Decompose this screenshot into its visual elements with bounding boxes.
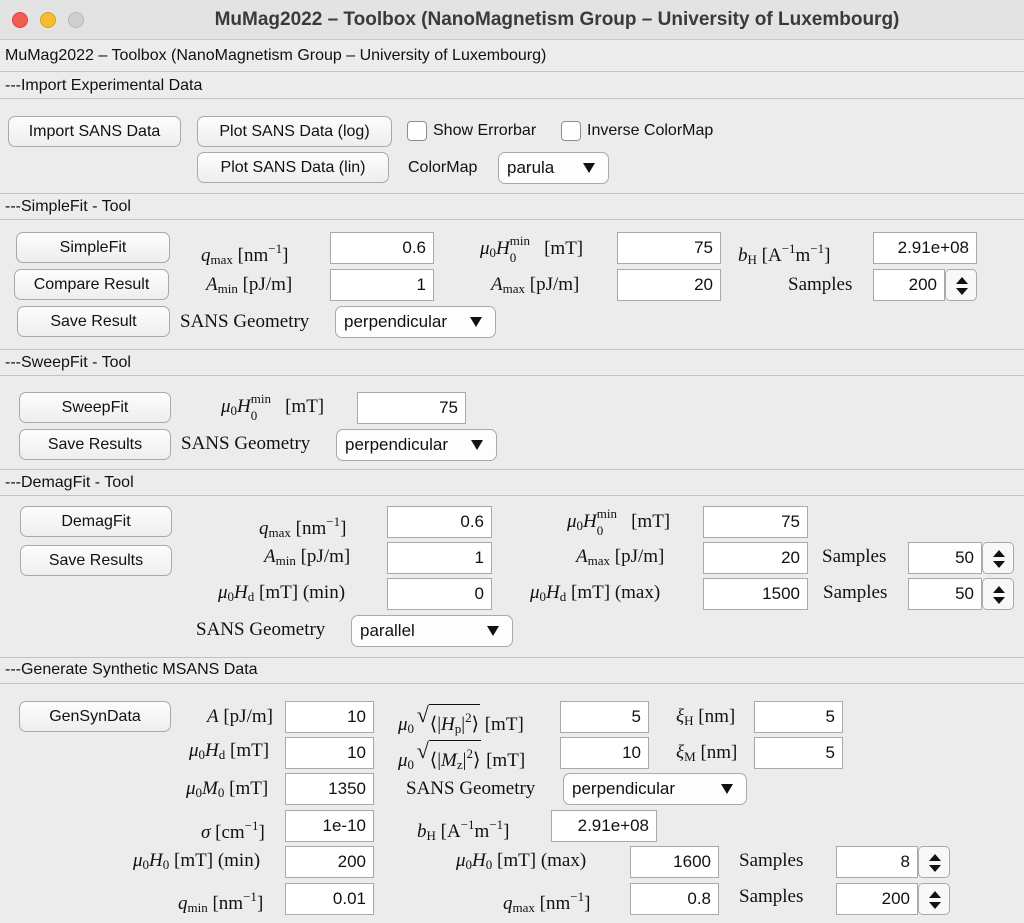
qmax-field[interactable]: 0.6 — [330, 232, 434, 264]
import-sans-data-button[interactable]: Import SANS Data — [8, 116, 181, 147]
qmax-label: $q_{max}$ $[nm^{-1}]$ — [201, 241, 289, 267]
xim-field[interactable]: 5 — [754, 737, 843, 769]
a-label: A [pJ/m] — [207, 706, 273, 727]
samples-a-field[interactable]: 50 — [908, 542, 982, 574]
xim-label: $\xi_M$ [nm] — [676, 742, 738, 764]
compare-result-button[interactable]: Compare Result — [14, 269, 169, 300]
section-header-simplefit: ---SimpleFit - Tool — [5, 198, 131, 215]
hd-min-label: $\mu_0H_d$ [mT] (min) — [218, 582, 346, 604]
decrement-icon[interactable] — [993, 597, 1005, 604]
sans-geometry-label: SANS Geometry — [181, 433, 311, 454]
show-errorbar-label: Show Errorbar — [433, 122, 537, 139]
bh-label: $b_H$ $[A^{-1}m^{-1}]$ — [738, 241, 831, 267]
sans-geometry-select[interactable] — [336, 429, 497, 461]
divider — [0, 98, 1024, 99]
chevron-down-icon — [487, 626, 499, 636]
sans-geometry-value: perpendicular — [572, 779, 676, 798]
sans-geometry-label: SANS Geometry — [196, 619, 326, 640]
zoom-window-button[interactable] — [68, 12, 84, 28]
h0min-label: $\mu_0H$ min 0 [mT] — [480, 233, 584, 265]
sigma-field[interactable]: 1e-10 — [285, 810, 374, 842]
section-header-synthetic: ---Generate Synthetic MSANS Data — [5, 661, 258, 678]
decrement-icon[interactable] — [956, 288, 968, 295]
inverse-colormap-checkbox[interactable] — [561, 121, 581, 141]
samples-field[interactable]: 200 — [873, 269, 945, 301]
inverse-colormap-label: Inverse ColorMap — [587, 122, 714, 139]
divider — [0, 495, 1024, 496]
chevron-down-icon — [471, 440, 483, 450]
samples-label: Samples — [739, 850, 804, 871]
section-header-demagfit: ---DemagFit - Tool — [5, 474, 134, 491]
demagfit-button[interactable]: DemagFit — [20, 506, 172, 537]
xih-label: $\xi_H$ [nm] — [676, 706, 736, 728]
plot-sans-data-lin-button[interactable]: Plot SANS Data (lin) — [197, 152, 389, 183]
samples-label: Samples — [788, 274, 853, 295]
increment-icon[interactable] — [993, 586, 1005, 593]
h0min-label: $\mu_0H$ min 0 [mT] — [221, 391, 325, 423]
amin-field[interactable]: 1 — [387, 542, 492, 574]
save-results-button[interactable]: Save Results — [19, 429, 171, 460]
bh-label: $b_H$ $[A^{-1}m^{-1}]$ — [417, 817, 510, 843]
amin-field[interactable]: 1 — [330, 269, 434, 301]
samples-q-stepper[interactable] — [918, 883, 950, 915]
qmax-field[interactable]: 0.6 — [387, 506, 492, 538]
samples-label: Samples — [823, 582, 888, 603]
divider — [0, 219, 1024, 220]
amax-label: $A_{max}$ [pJ/m] — [491, 274, 580, 296]
decrement-icon[interactable] — [929, 902, 941, 909]
section-header-sweepfit: ---SweepFit - Tool — [5, 354, 131, 371]
close-window-button[interactable] — [12, 12, 28, 28]
increment-icon[interactable] — [929, 854, 941, 861]
h0-min-field[interactable]: 200 — [285, 846, 374, 878]
h0min-field[interactable]: 75 — [617, 232, 721, 264]
sans-geometry-value: perpendicular — [345, 435, 449, 454]
samples-stepper[interactable] — [945, 269, 977, 301]
title-bar — [0, 0, 1024, 40]
samples-label: Samples — [822, 546, 887, 567]
hd-max-field[interactable]: 1500 — [703, 578, 808, 610]
sans-geometry-value: parallel — [360, 621, 415, 640]
h0min-field[interactable]: 75 — [703, 506, 808, 538]
h0-max-field[interactable]: 1600 — [630, 846, 719, 878]
divider — [0, 375, 1024, 376]
sigma-label: σ $[cm^{-1}]$ — [201, 818, 265, 843]
amax-field[interactable]: 20 — [703, 542, 808, 574]
h0-min-suffix: (min) — [217, 850, 261, 871]
plot-sans-data-log-button[interactable]: Plot SANS Data (log) — [197, 116, 392, 147]
xih-field[interactable]: 5 — [754, 701, 843, 733]
h0-max-label: $\mu_0H_0$ [mT] (max) — [456, 850, 587, 872]
show-errorbar-checkbox[interactable] — [407, 121, 427, 141]
colormap-value: parula — [507, 158, 555, 177]
sans-geometry-select[interactable] — [335, 306, 496, 338]
colormap-label: ColorMap — [408, 159, 478, 176]
sans-geometry-label: SANS Geometry — [180, 311, 310, 332]
increment-icon[interactable] — [956, 277, 968, 284]
qmax-field[interactable]: 0.8 — [630, 883, 719, 915]
amax-label: $A_{max}$ [pJ/m] — [576, 546, 665, 568]
qmin-label: $q_{min}$ $[nm^{-1}]$ — [178, 889, 264, 915]
section-header-import: ---Import Experimental Data — [5, 77, 203, 94]
minimize-window-button[interactable] — [40, 12, 56, 28]
window-title: MuMag2022 – Toolbox (NanoMagnetism Group – University of Luxembourg) — [214, 9, 900, 30]
samples-q-field[interactable]: 200 — [836, 883, 918, 915]
qmin-field[interactable]: 0.01 — [285, 883, 374, 915]
m0-field[interactable]: 1350 — [285, 773, 374, 805]
amin-label: $A_{min}$ [pJ/m] — [206, 274, 293, 296]
mz-field[interactable]: 10 — [560, 737, 649, 769]
chevron-down-icon — [721, 784, 733, 794]
save-results-button[interactable]: Save Results — [20, 545, 172, 576]
sans-geometry-select[interactable] — [563, 773, 747, 805]
hd-field[interactable]: 10 — [285, 737, 374, 769]
samples-hd-stepper[interactable] — [982, 578, 1014, 610]
bh-field[interactable]: 2.91e+08 — [551, 810, 657, 842]
app-title: MuMag2022 – Toolbox (NanoMagnetism Group – University of Luxembourg) — [5, 47, 547, 64]
decrement-icon[interactable] — [929, 865, 941, 872]
samples-h0-stepper[interactable] — [918, 846, 950, 878]
sans-geometry-select[interactable] — [351, 615, 513, 647]
hp-field[interactable]: 5 — [560, 701, 649, 733]
hd-min-field[interactable]: 0 — [387, 578, 492, 610]
h0min-label: $\mu_0H$ min 0 [mT] — [567, 506, 671, 538]
divider — [0, 683, 1024, 684]
samples-a-stepper[interactable] — [982, 542, 1014, 574]
gensyndata-button[interactable]: GenSynData — [19, 701, 171, 732]
decrement-icon[interactable] — [993, 561, 1005, 568]
sans-geometry-value: perpendicular — [344, 312, 448, 331]
qmax-label: $q_{max}$ $[nm^{-1}]$ — [259, 514, 347, 540]
samples-hd-field[interactable]: 50 — [908, 578, 982, 610]
simplefit-button[interactable]: SimpleFit — [16, 232, 170, 263]
mz-label: $\mu_0$ √ $⟨|M_z|^2⟩$ [mT] — [398, 740, 525, 778]
chevron-down-icon — [583, 163, 595, 173]
amin-label: $A_{min}$ [pJ/m] — [264, 546, 351, 568]
chevron-down-icon — [470, 317, 482, 327]
sans-geometry-label: SANS Geometry — [406, 778, 536, 799]
h0min-field[interactable]: 75 — [357, 392, 466, 424]
increment-icon[interactable] — [929, 891, 941, 898]
hd-label: $\mu_0H_d$ [mT] — [189, 740, 270, 762]
samples-h0-field[interactable]: 8 — [836, 846, 918, 878]
m0-label: $\mu_0M_0$ [mT] — [186, 778, 269, 800]
samples-label: Samples — [739, 886, 804, 907]
qmax-label: $q_{max}$ $[nm^{-1}]$ — [503, 889, 591, 915]
hd-max-label: $\mu_0H_d$ [mT] (max) — [530, 582, 661, 604]
hd-min-suffix: (min) — [302, 582, 346, 603]
hp-label: $\mu_0$ √ $⟨|H_p|^2⟩$ [mT] — [398, 704, 524, 742]
bh-field[interactable]: 2.91e+08 — [873, 232, 977, 264]
divider — [0, 71, 1024, 72]
a-field[interactable]: 10 — [285, 701, 374, 733]
save-result-button[interactable]: Save Result — [17, 306, 170, 337]
increment-icon[interactable] — [993, 550, 1005, 557]
hd-max-suffix: (max) — [614, 582, 661, 603]
amax-field[interactable]: 20 — [617, 269, 721, 301]
h0-min-label: $\mu_0H_0$ [mT] (min) — [133, 850, 261, 872]
sweepfit-button[interactable]: SweepFit — [19, 392, 171, 423]
h0-max-suffix: (max) — [540, 850, 587, 871]
colormap-select[interactable] — [498, 152, 609, 184]
